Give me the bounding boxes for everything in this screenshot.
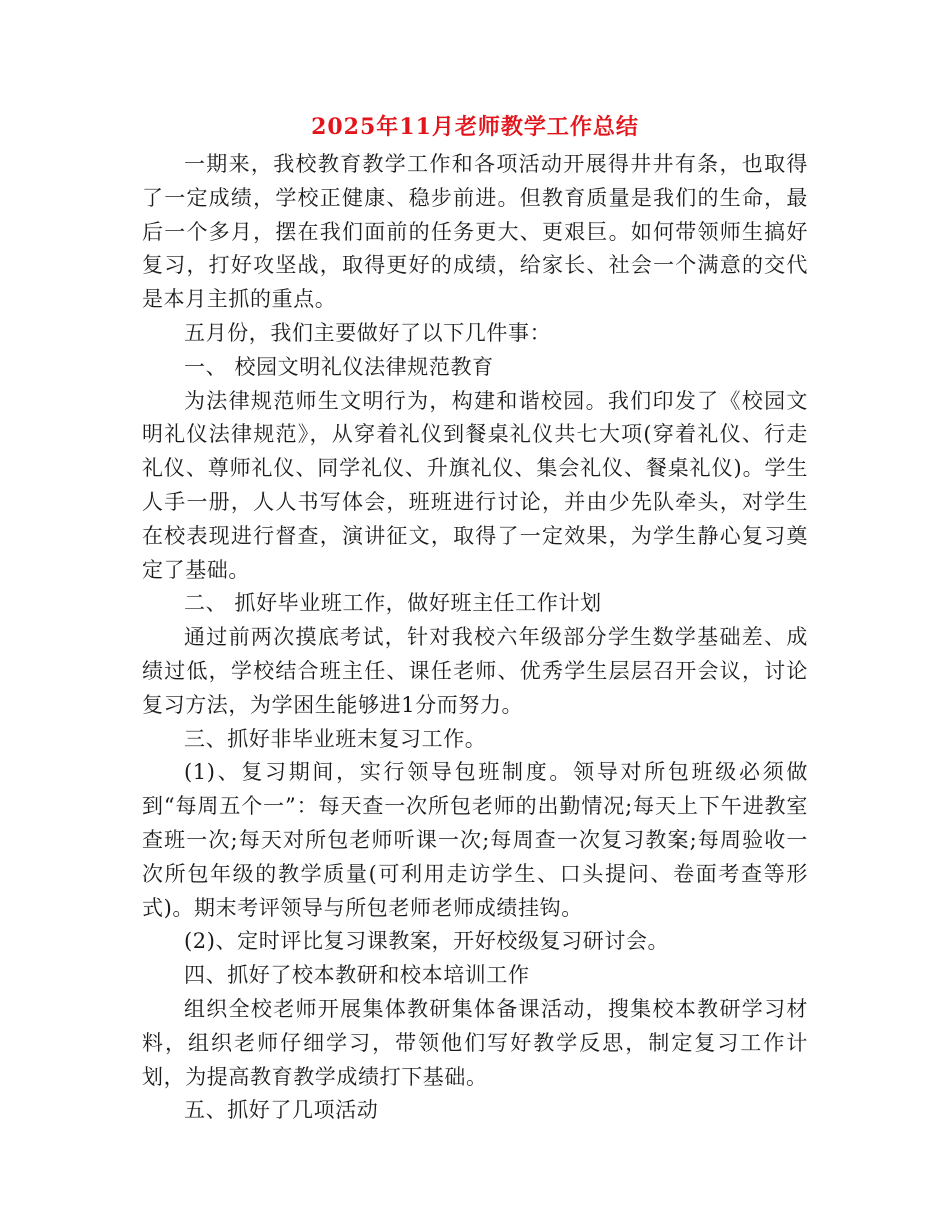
section-heading-4: 四、抓好了校本教研和校本培训工作 [184,963,530,988]
paragraph-section-4: 组织全校老师开展集体教研集体备课活动，搜集校本教研学习材料，组织老师仔细学习，带领他们写好教学反思，制定复习工作计划，为提高教育教学成绩打下基础。 [142,996,808,1089]
section-heading-5: 五、抓好了几项活动 [184,1098,379,1123]
paragraph-section-3-item-2: (2)、定时评比复习课教案，开好校级复习研讨会。 [184,929,670,954]
paragraph-intro: 一期来，我校教育教学工作和各项活动开展得井井有条，也取得了一定成绩，学校正健康、稳步前进。但教育质量是我们的生命，最后一个多月，摆在我们面前的任务更大、更艰巨。如何带领师生搞好复习，打好攻坚战，取得更好的成绩，给家长、社会一个满意的交代是本月主抓的重点。 [142,152,808,312]
document-body [142,148,808,1128]
paragraph-section-2: 通过前两次摸底考试，针对我校六年级部分学生数学基础差、成绩过低，学校结合班主任、课任老师、优秀学生层层召开会议，讨论复习方法，为学困生能够进1分而努力。 [142,625,808,717]
section-heading-2: 二、 抓好毕业班工作，做好班主任工作计划 [184,591,602,616]
document-title: 2025年11月老师教学工作总结 [311,114,639,140]
paragraph-section-3-item-1: (1)、复习期间，实行领导包班制度。领导对所包班级必须做到“每周五个一”：每天查一次所包老师的出勤情况;每天上下午进教室查班一次;每天对所包老师听课一次;每周查一次复习教案;每周验收一次所包年级的教学质量(可利用走访学生、口头提问、卷面考查等形式)。期末考评领导与所包老师老师成绩挂钩。 [142,760,808,920]
paragraph-section-1: 为法律规范师生文明行为，构建和谐校园。我们印发了《校园文明礼仪法律规范》，从穿着礼仪到餐桌礼仪共七大项(穿着礼仪、行走礼仪、尊师礼仪、同学礼仪、升旗礼仪、集会礼仪、餐桌礼仪)。学生人手一册，人人书写体会，班班进行讨论，并由少先队牵头，对学生在校表现进行督查，演讲征文，取得了一定效果，为学生静心复习奠定了基础。 [142,388,808,582]
section-heading-1: 一、 校园文明礼仪法律规范教育 [184,354,494,379]
section-heading-3: 三、抓好非毕业班末复习工作。 [184,726,487,751]
paragraph-may-summary: 五月份，我们主要做好了以下几件事： [184,320,552,345]
